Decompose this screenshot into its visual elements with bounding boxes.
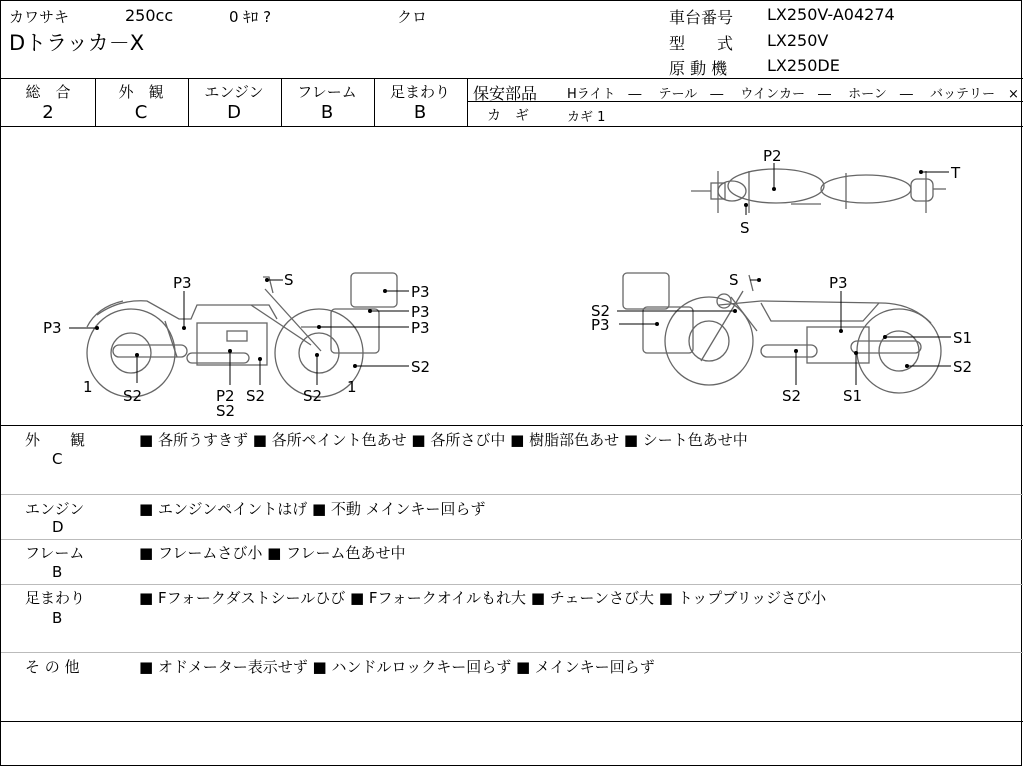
note-grade-frame: B (52, 563, 63, 581)
note-grade-exterior: C (52, 450, 63, 468)
diagram-label: S (729, 271, 739, 289)
note-text-suspension: ■ Fフォークダストシールひび ■ Fフォークオイルもれ大 ■ チェーンさび大 ■ トップブリッジさび小 (139, 589, 827, 607)
diagram-label: S2 (303, 387, 323, 405)
grade-engine-value: D (227, 102, 241, 123)
displacement: 250cc (125, 6, 174, 25)
note-text-exterior: ■ 各所うすきず ■ 各所ペイント色あせ ■ 各所さび中 ■ 樹脂部色あせ ■ シート色あせ中 (139, 431, 748, 449)
diagram-label: S2 (246, 387, 266, 405)
motorcycle-right-view (623, 273, 941, 393)
motorcycle-top-view (691, 169, 946, 213)
frame-no: LX250V-A04274 (767, 5, 895, 24)
diagram-label: P2 (216, 387, 235, 405)
note-text-frame: ■ フレームさび小 ■ フレーム色あせ中 (139, 544, 406, 562)
type-value: LX250V (767, 31, 829, 50)
diagram-label: S2 (591, 302, 611, 320)
diagram-label: S2 (411, 358, 431, 376)
grade-exterior-label: 外 観 (118, 83, 164, 101)
grade-exterior-value: C (134, 102, 148, 123)
note-grade-engine: D (52, 518, 64, 536)
note-text-engine: ■ エンジンペイントはげ ■ 不動 メインキー回らず (139, 500, 486, 518)
grade-suspension-value: B (413, 102, 427, 123)
diagram-label: P2 (763, 147, 782, 165)
diagram-label: S1 (843, 387, 863, 405)
grade-frame-label: フレーム (297, 83, 357, 101)
type-label: 型 式 (669, 34, 734, 53)
grade-engine-label: エンジン (204, 83, 264, 101)
note-category-engine: エンジン (25, 500, 85, 518)
maker: カワサキ (9, 8, 70, 26)
diagram-label: P3 (411, 283, 430, 301)
diagram-label: S1 (953, 329, 973, 347)
color: クロ (397, 8, 428, 26)
divider (1, 721, 1023, 722)
note-category-suspension: 足まわり (25, 589, 86, 607)
diagram-label: 1 (347, 378, 357, 396)
diagram-label: S (284, 271, 294, 289)
grade-frame-value: B (320, 102, 334, 123)
engine-value: LX250DE (767, 56, 840, 75)
diagram-label: T (951, 164, 961, 182)
divider (1, 78, 1023, 79)
safety-parts-label: 保安部品 (473, 84, 538, 103)
diagram-label: P3 (591, 316, 610, 334)
divider (1, 539, 1023, 540)
divider (1, 494, 1023, 495)
mileage: 0 ｷﾛ ? (229, 8, 272, 26)
diagram-label: P3 (411, 303, 430, 321)
note-grade-suspension: B (52, 609, 63, 627)
damage-diagram (1, 127, 1023, 425)
diagram-label: P3 (411, 319, 430, 337)
diagram-label: S (740, 219, 750, 237)
diagram-label: S2 (123, 387, 143, 405)
divider (1, 652, 1023, 653)
diagram-label: P3 (43, 319, 62, 337)
grade-overall-label: 総 合 (25, 83, 71, 101)
safety-parts-items: Hライト ― テール ― ウインカー ― ホーン ― バッテリー × (567, 87, 1019, 102)
grade-overall-value: 2 (42, 102, 54, 123)
model-name: Dトラッカ－X (9, 31, 145, 55)
divider (1, 425, 1023, 426)
frame-no-label: 車台番号 (669, 8, 734, 27)
engine-label: 原 動 機 (669, 59, 728, 78)
diagram-label: 1 (83, 378, 93, 396)
divider (467, 78, 468, 126)
diagram-label: S2 (782, 387, 802, 405)
note-text-other: ■ オドメーター表示せず ■ ハンドルロックキー回らず ■ メインキー回らず (139, 658, 655, 676)
note-category-other: そ の 他 (25, 658, 80, 676)
diagram-label: P3 (829, 274, 848, 292)
diagram-label: S2 (953, 358, 973, 376)
diagram-label: S2 (216, 402, 236, 420)
key-value: カギ 1 (567, 110, 606, 125)
grade-suspension-label: 足まわり (389, 83, 450, 101)
diagram-label: P3 (173, 274, 192, 292)
note-category-frame: フレーム (25, 544, 85, 562)
key-label: カ ギ (487, 108, 529, 124)
note-category-exterior: 外 観 (25, 431, 86, 449)
divider (1, 584, 1023, 585)
